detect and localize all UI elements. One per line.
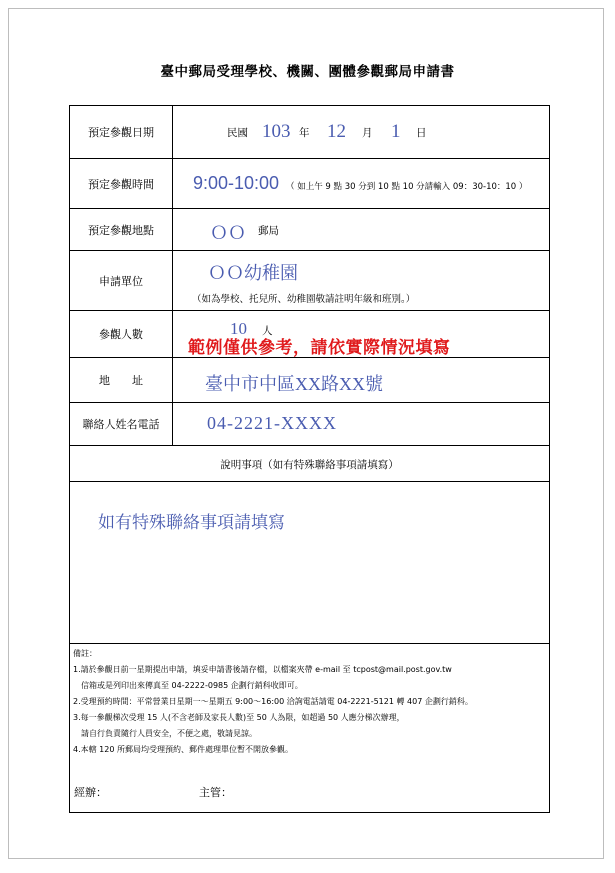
label-applicant: 申請單位 (70, 251, 173, 310)
visitor-count-unit: 人 (262, 325, 273, 337)
handler-signature-field[interactable]: 經辦： (74, 786, 107, 799)
visit-place-suffix: 郵局 (258, 225, 279, 237)
label-visitor-count: 參觀人數 (70, 311, 173, 357)
row-address (70, 358, 549, 403)
label-visit-date: 預定參觀日期 (70, 106, 173, 158)
application-form (69, 105, 550, 813)
remarks-header: 說明事項（如有特殊聯絡事項請填寫） (220, 459, 399, 471)
date-month: 12 (327, 121, 346, 142)
row-visit-time (70, 159, 549, 209)
date-day-unit: 日 (416, 127, 427, 139)
notes-line: 信箱或是列印出來傳真至 04-2222-0985 企劃行銷科收即可。 (73, 681, 303, 690)
notes-line: 1.請於參觀日前一星期提出申請，填妥申請書後請存檔，以檔案夾帶 e-mail 至 tcpost@mail.post.gov.tw (73, 665, 452, 674)
remarks-value: 如有特殊聯絡事項請填寫 (98, 513, 285, 532)
address-field[interactable] (174, 358, 549, 402)
contact-value: 04-2221-XXXX (207, 413, 337, 433)
applicant-value: ＯＯ幼稚園 (208, 263, 298, 283)
visit-place-value: ＯＯ (210, 223, 246, 243)
visitor-count-value: 10 (230, 319, 247, 338)
row-visit-date (70, 106, 549, 159)
label-visit-time: 預定參觀時間 (70, 159, 173, 208)
notes-line: 2.受理預約時間：平常營業日星期一～星期五 9:00～16:00 洽詢電話請電 04-2221-5121 轉 407 企劃行銷科。 (73, 697, 473, 706)
label-contact: 聯絡人姓名電話 (70, 403, 173, 445)
notes-line: 4.本轄 120 所郵局均受理預約、郵件處理單位暫不開放參觀。 (73, 745, 293, 754)
form-title: 臺中郵局受理學校、機關、團體參觀郵局申請書 (160, 64, 455, 80)
row-visit-place (70, 209, 549, 251)
notes-title: 備註： (73, 649, 97, 658)
visitor-count-field[interactable] (174, 311, 549, 357)
row-remarks-header (70, 446, 549, 482)
notes-section (70, 646, 549, 758)
visit-time-value: 9:00-10:00 (193, 173, 280, 193)
remarks-field[interactable] (70, 482, 549, 644)
row-visitor-count (70, 311, 549, 358)
notes-line: 請自行負責隨行人員安全，不便之處，敬請見諒。 (73, 729, 257, 738)
date-year-unit: 年 (299, 127, 310, 139)
applicant-field[interactable] (174, 251, 549, 310)
date-era: 民國 (227, 127, 248, 139)
applicant-note: （如為學校、托兒所、幼稚園敬請註明年級和班別。） (192, 294, 416, 305)
date-year: 103 (262, 121, 291, 142)
date-month-unit: 月 (362, 127, 373, 139)
visit-time-field[interactable] (174, 159, 549, 208)
contact-field[interactable] (174, 403, 549, 445)
visit-place-field[interactable] (174, 209, 549, 250)
address-value: 臺中市中區XX路XX號 (205, 374, 383, 394)
supervisor-signature-field[interactable]: 主管： (199, 786, 232, 799)
label-visit-place: 預定參觀地點 (70, 209, 173, 250)
visit-date-field[interactable] (174, 106, 549, 158)
example-watermark: 範例僅供參考，請依實際情況填寫 (188, 338, 451, 358)
label-address: 地 址 (70, 358, 173, 402)
row-applicant (70, 251, 549, 311)
date-day: 1 (391, 121, 401, 142)
row-contact (70, 403, 549, 446)
visit-time-note: （ 如上午 9 點 30 分到 10 點 10 分請輸入 09：30-10：10 ） (286, 182, 528, 192)
notes-line: 3.每一參觀梯次受理 15 人(不含老師及家長人數)至 50 人為限，如超過 50 人應分梯次辦理， (73, 713, 405, 722)
